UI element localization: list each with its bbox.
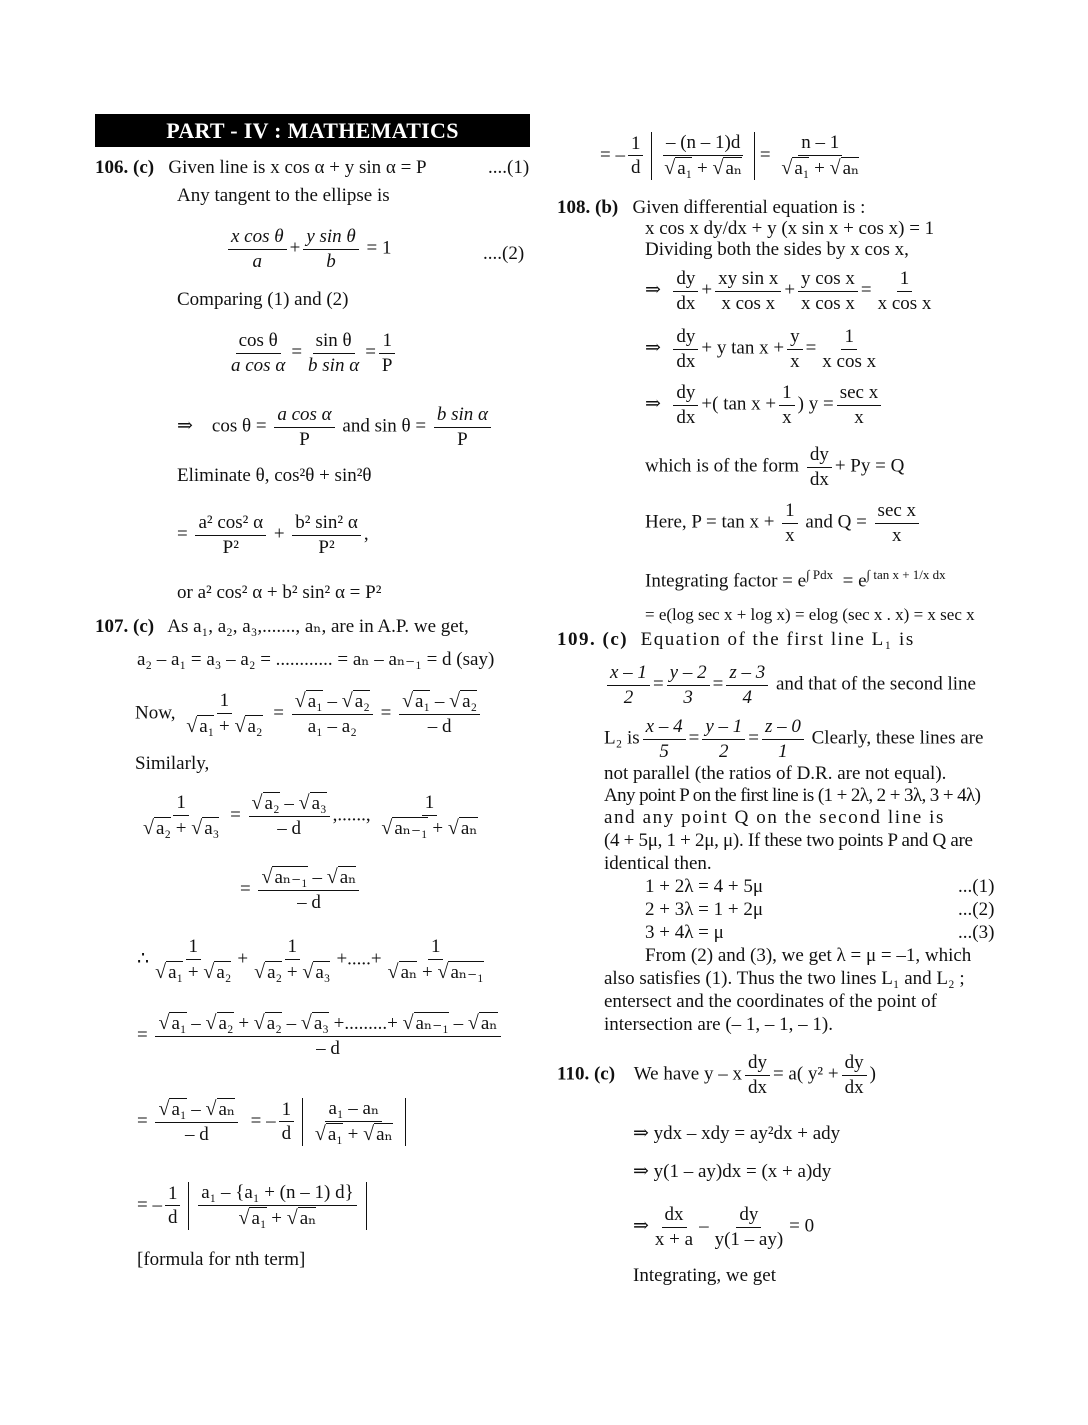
q107-line1 bbox=[95, 617, 469, 638]
section-title: PART - IV : MATHEMATICS bbox=[166, 117, 459, 143]
q106-given: Given line is x cos α + y sin α = P bbox=[168, 157, 427, 178]
q110-l4eq: ⇒ $\frac{dx}{x + a}$ – $\frac{dy}{y(1 - ay)}$ = 0 bbox=[633, 1204, 815, 1250]
q110-l2: ⇒ ydx – xdy = ay²dx + ady bbox=[633, 1123, 841, 1144]
q107-step2: = – $\frac{1}{d}$ $\frac{\text{a₁ – \{a₁ + (n – 1) d\}}}{\text{√ a₁ + √ aₙ}}$ bbox=[137, 1182, 367, 1230]
q110-number: 110. (c) bbox=[557, 1063, 616, 1085]
q107-result: = – $\frac{1}{d}$ $\frac{- (n - 1)d}{\text{√ a₁ + √ aₙ}}$ = $\frac{n - 1}{\text{√ a₁ + √ aₙ}}$ bbox=[600, 132, 860, 179]
q106-final: or a² cos² α + b² sin² α = P² bbox=[177, 582, 382, 603]
q109-l7: (4 + 5μ, 1 + 2μ, μ). If these two points P and Q are bbox=[604, 830, 973, 851]
ratio-n1: cos θ bbox=[236, 330, 281, 354]
q109-t3: ...(3) bbox=[958, 922, 995, 943]
q109-l10: also satisfies (1). Thus the two lines L₁ and L₂ ; bbox=[604, 968, 965, 989]
q106-eliminate: Eliminate θ, cos²θ + sin²θ bbox=[177, 465, 372, 486]
ratio-d1: a cos α bbox=[231, 354, 286, 376]
q108-line2: x cos x dy/dx + y (x sin x + cos x) = 1 bbox=[645, 218, 935, 239]
q106-tag2: ....(2) bbox=[483, 243, 525, 264]
sin-num: b sin α bbox=[434, 404, 491, 428]
q108-form-text: which is of the form bbox=[645, 455, 800, 477]
eq2-num1: x cos θ bbox=[228, 226, 287, 250]
q109-number: 109. (c) bbox=[557, 629, 629, 650]
q110-l4: Integrating, we get bbox=[633, 1265, 776, 1286]
q107-sum: ∴ $\frac{1}{\text{√ a₁ + √ a₂}}$ + $\frac{1}{\text{√ a₂ + √ a₃}}$ +.....+ $\frac{1}{\text{√ aₙ + √ aₙ₋₁}}$ bbox=[137, 936, 484, 983]
section-title-banner bbox=[95, 114, 530, 147]
q108-eq2: ⇒ $\frac{dy}{dx}$ + y tan x + $\frac{y}{x}$ = $\frac{1}{\text{x cos x}}$ bbox=[645, 326, 877, 372]
ratio-n3: 1 bbox=[379, 330, 395, 354]
q109-t1: ...(1) bbox=[958, 876, 995, 897]
q107-number: 107. (c) bbox=[95, 616, 155, 637]
q109-l5: Any point P on the first line is (1 + 2λ, 2 + 3λ, 3 + 4λ) bbox=[604, 785, 981, 806]
q107-step: = $\frac{\text{√ a₁ – √ aₙ}}{- d}$ = – $\frac{1}{d}$ $\frac{\text{a₁ – aₙ}}{\text{√ a₁ + √ aₙ}}$ bbox=[137, 1098, 406, 1146]
q110-line1: 110. (c) We have y – x $\frac{dy}{dx}$ = a( y² + $\frac{dy}{dx}$ ) bbox=[557, 1052, 876, 1098]
q106-implies: ⇒ cos θ = $\frac{\text{a cos α}}{P}$ and sin θ = $\frac{\text{b sin α}}{P}$ bbox=[177, 404, 494, 451]
q108-if-text: Integrating factor = e bbox=[645, 570, 807, 592]
q109-l12: intersection are (– 1, – 1, – 1). bbox=[604, 1014, 833, 1035]
q109-text2: and that of the second line bbox=[775, 673, 976, 695]
eq2-den2: b bbox=[326, 250, 336, 272]
q106-line2: Any tangent to the ellipse is bbox=[177, 185, 390, 206]
q109-line1 bbox=[557, 630, 915, 651]
q108-form: which is of the form $\frac{dy}{dx}$ + Py = Q bbox=[645, 444, 905, 490]
q107-note: [formula for nth term] bbox=[137, 1249, 306, 1270]
q109-line-eq1: $\frac{x - 1}{2}$ = $\frac{y - 2}{3}$ = $\frac{z - 3}{4}$ and that of the second line bbox=[604, 662, 976, 709]
q106-eq2: $\frac{\text{x cos θ}}{a}$ + $\frac{\text{y sin θ}}{b}$ = 1 bbox=[225, 226, 391, 273]
eq2-rhs: = 1 bbox=[366, 237, 392, 259]
q107-sim-eq: $\frac{1}{\text{√ a₂ + √ a₃}}$ = $\frac{\text{√ a₂ – √ a₃}}{- d}$ ,......, $\frac{1}{\text{√ aₙ₋₁ + √ aₙ}}$ bbox=[143, 792, 478, 839]
sum1-den: P² bbox=[222, 536, 239, 558]
q108-text1: Given differential equation is : bbox=[632, 197, 866, 218]
q107-line2: a₂ – a₁ = a₃ – a₂ = ............ = aₙ – aₙ₋₁ = d (say) bbox=[137, 649, 495, 670]
q108-andq: and Q = bbox=[805, 511, 867, 533]
q108-eq3: ⇒ $\frac{dy}{dx}$ +( tan x + $\frac{1}{x}$ ) y = $\frac{\text{sec x}}{x}$ bbox=[645, 382, 884, 429]
q109-text3: Clearly, these lines are bbox=[811, 727, 984, 749]
cos-num: a cos α bbox=[274, 404, 334, 428]
q107-similarly: Similarly, bbox=[135, 753, 210, 774]
q106-line1 bbox=[95, 158, 427, 179]
q108-number: 108. (b) bbox=[557, 197, 619, 218]
q109-e3: 3 + 4λ = μ bbox=[645, 922, 724, 943]
q109-line-eq2: L₂ is $\frac{x - 4}{5}$ = $\frac{y - 1}{2}$ = $\frac{z - 0}{1}$ Clearly, these lines are bbox=[604, 716, 984, 762]
q109-l4: not parallel (the ratios of D.R. are not equal). bbox=[604, 763, 947, 784]
cos-lhs: cos θ = bbox=[211, 415, 267, 437]
and-text: and bbox=[342, 415, 370, 437]
q107-now: Now, $\frac{1}{\text{√ a₁ + √ a₂}}$ = $\frac{\text{√ a₁ – √ a₂}}{\text{a₁ – a₂}}$ = $\frac{\text{√ a₁ – √ a₂}}{- d}$ bbox=[135, 690, 483, 738]
sin-den: P bbox=[457, 428, 468, 450]
cos-den: P bbox=[299, 428, 310, 450]
q108-if2: = e(log sec x + log x) = elog (sec x . x) = x sec x bbox=[645, 605, 975, 624]
q109-e1: 1 + 2λ = 4 + 5μ bbox=[645, 876, 764, 897]
q107-text1: As a₁, a₂, a₃,......., aₙ, are in A.P. we get, bbox=[167, 616, 469, 637]
ratio-n2: sin θ bbox=[313, 330, 355, 354]
q110-l3: ⇒ y(1 – ay)dx = (x + a)dy bbox=[633, 1161, 832, 1182]
q106-tag1: ....(1) bbox=[488, 157, 530, 178]
q108-here: Here, P = tan x + $\frac{1}{x}$ and Q = $\frac{\text{sec x}}{x}$ bbox=[645, 500, 922, 547]
q108-line3: Dividing both the sides by x cos x, bbox=[645, 239, 909, 260]
q108-here-text: Here, P = tan x + bbox=[645, 511, 775, 533]
q106-number: 106. (c) bbox=[95, 157, 155, 178]
q108-eq1: ⇒ $\frac{dy}{dx}$ + $\frac{\text{xy sin x}}{\text{x cos x}}$ + $\frac{\text{y cos x}}{\text{x cos x}}$ = $\frac{1}{\text{x cos x}}$ bbox=[645, 268, 932, 314]
sum2-num: b² sin² α bbox=[292, 512, 361, 536]
q109-l9: From (2) and (3), we get λ = μ = –1, which bbox=[645, 945, 972, 966]
q110-text1: We have bbox=[633, 1063, 700, 1085]
ratio-d3: P bbox=[381, 354, 393, 376]
q107-telescoping: = $\frac{\text{√ a₁ – √ a₂ + √ a₂ – √ a₃ +.........+ √ aₙ₋₁ – √ aₙ}}{- d}$ bbox=[137, 1012, 504, 1060]
sin-lhs: sin θ = bbox=[374, 415, 427, 437]
now-label: Now, bbox=[135, 702, 176, 724]
sum2-den: P² bbox=[318, 536, 335, 558]
q109-text1: Equation of the first line L₁ is bbox=[640, 629, 915, 650]
sum1-num: a² cos² α bbox=[195, 512, 266, 536]
q108-line1 bbox=[557, 198, 865, 219]
q106-comparing: Comparing (1) and (2) bbox=[177, 289, 349, 310]
eq2-num2: y sin θ bbox=[303, 226, 358, 250]
q107-sim-eq2: = $\frac{\text{√ aₙ₋₁ – √ aₙ}}{- d}$ bbox=[240, 866, 362, 914]
q109-l8: identical then. bbox=[604, 853, 712, 874]
q109-l11: entersect and the coordinates of the point of bbox=[604, 991, 937, 1012]
q106-sum: = $\frac{\text{a² cos² α}}{\text{P²}}$ + $\frac{\text{b² sin² α}}{\text{P²}}$ , bbox=[177, 512, 369, 558]
eq2-den1: a bbox=[252, 250, 263, 272]
ratio-d2: b sin α bbox=[308, 354, 360, 376]
q109-l6: and any point Q on the second line is bbox=[604, 807, 945, 828]
q109-t2: ...(2) bbox=[958, 899, 995, 920]
q108-if: Integrating factor = $e^{\int Pdx} = e^{\int tan x + 1/x dx}$ bbox=[645, 567, 946, 592]
q106-ratio: $\frac{\text{cos θ}}{\text{a cos α}}$ = $\frac{\text{sin θ}}{\text{b sin α}}$ = $\frac{1}{P}$ bbox=[225, 330, 398, 377]
q109-e2: 2 + 3λ = 1 + 2μ bbox=[645, 899, 764, 920]
